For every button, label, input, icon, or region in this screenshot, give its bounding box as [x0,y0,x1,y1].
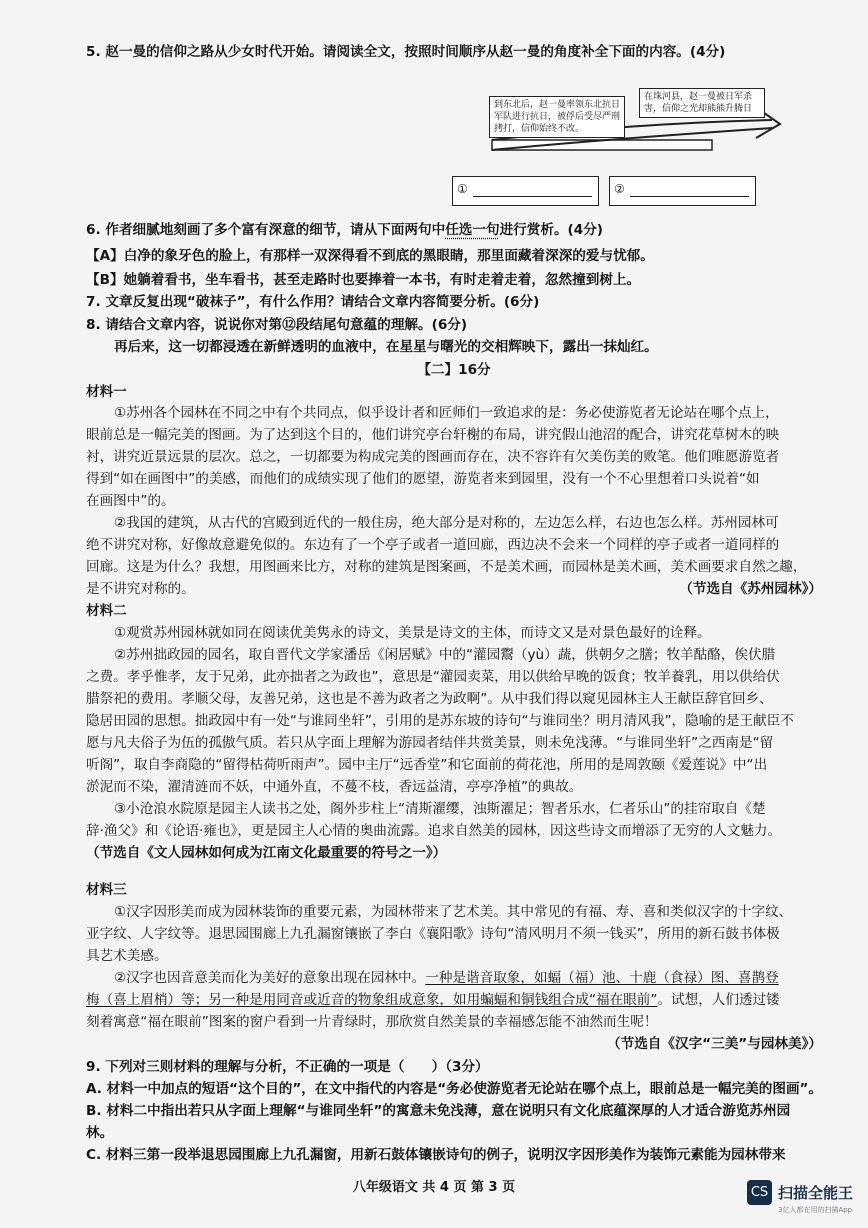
material-2-line: 辞·渔父》和《论语·雍也》，更是园主人心情的奥曲流露。追求自然美的园林，因这些诗文而增添了无穷的人文魅力。 [86,823,782,839]
camscanner-logo-icon: CS [747,1180,772,1205]
material-3-line: ①汉字因形美而成为园林装饰的重要元素，为园林带来了艺术美。其中常见的有福、寿、喜和类似汉字的十字纹、 [114,904,793,920]
material-2-line: 之费。孝乎惟孝，友于兄弟，此亦拙者之为政也”，意思是“灌园卖菜，用以供给早晚的饭食；牧羊養乳，用以供给伏 [86,669,780,685]
timeline-note-1: 到东北后，赵一曼率领东北抗日军队进行抗日，被俘后受尽严刑拷打，信仰始终不改。 [489,96,625,138]
scanner-app-name: 扫描全能王 [778,1184,854,1202]
q9-option-b-continued: 林。 [86,1125,114,1141]
material-2-line: 腊祭祀的费用。孝顺父母，友善兄弟，这也是不善为政者之为政啊”。从中我们得以窥见园林主人王献臣辞官回乡、 [86,691,773,707]
material-2-line: ②苏州拙政园的园名，取自晋代文学家潘岳《闲居赋》中的“灌园鬻（yù）蔬，供朝夕之膳；牧羊酤酪，俟伏腊 [114,647,776,663]
material-2-line: 淤泥而不染，濯清涟而不妖，中通外直，不蔓不枝，香远益清，亭亭净植”的典故。 [86,779,583,795]
material-1-line: ①苏州各个园林在不同之中有个共同点，似乎设计者和匠师们一致追求的是：务必使游览者无论站在哪个点上， [114,405,779,421]
material-3-line: 亚字纹、人字纹等。退思园围廊上九孔漏窗镶嵌了李白《襄阳歌》诗句“清风明月不须一钱买”，所用的新石鼓书体极 [86,926,780,942]
material-1-line: 绝不讲究对称，好像故意避免似的。东边有了一个亭子或者一道回廊，西边决不会来一个同样的亭子或者一道同样的 [86,537,780,553]
material-3-title: 材料三 [86,882,127,898]
material-1-title: 材料一 [86,384,127,400]
material-2-source: （节选自《文人园林如何成为江南文化最重要的符号之一》） [86,845,447,861]
material-1-source: （节选自《苏州园林》） [679,581,822,597]
question-8-quote: 再后来，这一切都浸透在新鲜透明的血液中，在星星与曙光的交相辉映下，露出一抹灿红。 [114,339,658,355]
material-3-source: （节选自《汉字“三美”与园林美》） [607,1036,822,1052]
material-1-line: 回廊。这是为什么？我想，用图画来比方，对称的建筑是图案画，不是美术画，而园林是美术画，美术画要求自然之趣， [86,559,807,575]
material-2-line: 隐居田园的思想。拙政园中有一处“与谁同坐轩”，引用的是苏东坡的诗句“与谁同坐？明月清风我”，隐喻的是王献臣不 [86,713,794,729]
material-3-line: ②汉字也因音意美而化为美好的意象出现在园林中。一种是谐音取象，如蝠（福）池、十鹿（食禄）图、喜鹊登 [114,970,779,986]
question-5: 5. 赵一曼的信仰之路从少女时代开始。请阅读全文，按照时间顺序从赵一曼的角度补全下面的内容。(4分) [86,44,726,60]
material-2-title: 材料二 [86,603,127,619]
material-3-line: 刻着寓意“福在眼前”图案的窗户看到一片青绿时，那欣赏自然美景的幸福感怎能不油然而生呢！ [86,1014,658,1030]
scanner-tagline: 3亿人都在用的扫描App [778,1206,853,1214]
page-footer: 八年级语文 共 4 页 第 3 页 [352,1180,516,1195]
material-1-line: 得到“如在画图中”的美感，而他们的成绩实现了他们的愿望，游览者来到园里，没有一个不心里想着口头说着“如 [86,471,760,487]
answer-box-1[interactable]: ① [452,176,599,206]
option-a: 【A】白净的象牙色的脸上，有那样一双深得看不到底的黑眼睛，那里面藏着深深的爱与忧郁。 [86,248,654,264]
material-3-line: 具艺术美感。 [86,948,168,964]
question-8: 8. 请结合文章内容，说说你对第⑫段结尾句意蕴的理解。(6分) [86,317,468,333]
material-1-line: ②我国的建筑，从古代的宫殿到近代的一般住房，绝大部分是对称的，左边怎么样，右边也怎么样。苏州园林可 [114,515,779,531]
material-1-line: 在画图中”的。 [86,493,175,509]
question-9: 9. 下列对三则材料的理解与分析，不正确的一项是（ ）（3分） [86,1059,489,1075]
material-2-line: ①观赏苏州园林就如同在阅读优美隽永的诗文，美景是诗文的主体，而诗文又是对景色最好的诠释。 [114,625,711,641]
material-3-line: 梅（喜上眉梢）等；另一种是用同音或近音的物象组成意象，如用蝙蝠和铜钱组合成“福在眼前”。试想，人们透过镂 [86,992,780,1008]
material-1-line: 眼前总是一幅完美的图画。为了达到这个目的，他们讲究亭台轩榭的布局，讲究假山池沼的配合，讲究花草树木的映 [86,427,780,443]
scanner-watermark [747,1172,867,1228]
question-7: 7. 文章反复出现“破袜子”，有什么作用？请结合文章内容简要分析。(6分) [86,294,540,310]
material-1-line: 衬，讲究近景远景的层次。总之，一切都要为构成完美的图画而存在，决不容许有欠美伤美的败笔。他们唯愿游览者 [86,449,780,465]
option-b: 【B】她躺着看书，坐车看书，甚至走路时也要捧着一本书，有时走着走着，忽然撞到树上。 [86,272,641,288]
material-1-line: 是不讲究对称的。 [86,581,195,597]
timeline-note-2: 在珠河县，赵一曼被日军杀害，信仰之光却熊熊升腾日 [639,88,765,118]
section-title: 【二】16分 [417,362,491,378]
question-6: 6. 作者细腻地刻画了多个富有深意的细节，请从下面两句中任选一句进行赏析。(4分) [86,222,604,238]
material-2-line: 听阁”，取自李商隐的“留得枯荷听雨声”。园中主厅“远香堂”和它面前的荷花池，所用的是周敦颐《爱莲说》中“出 [86,757,768,773]
q9-option-a: A. 材料一中加点的短语“这个目的”，在文中指代的内容是“务必使游览者无论站在哪个点上，眼前总是一幅完美的图画”。 [86,1081,822,1097]
material-2-line: ③小沧浪水院原是园主人读书之处，阁外步柱上“清斯濯缨，浊斯濯足；智者乐水，仁者乐山”的挂帘取自《楚 [114,801,766,817]
q9-option-c: C. 材料三第一段举退思园围廊上九孔漏窗，用新石鼓体镶嵌诗句的例子，说明汉字因形美作为装饰元素能为园林带来 [86,1147,786,1163]
q9-option-b: B. 材料二中指出若只从字面上理解“与谁同坐轩”的寓意未免浅薄，意在说明只有文化底蕴深厚的人才适合游览苏州园 [86,1103,791,1119]
answer-box-2[interactable]: ② [609,176,756,206]
material-2-line: 愿与凡夫俗子为伍的孤傲气质。若只从字面上理解为游园者结伴共赏美景，则未免浅薄。“与谁同坐轩”之西南是“留 [86,735,774,751]
